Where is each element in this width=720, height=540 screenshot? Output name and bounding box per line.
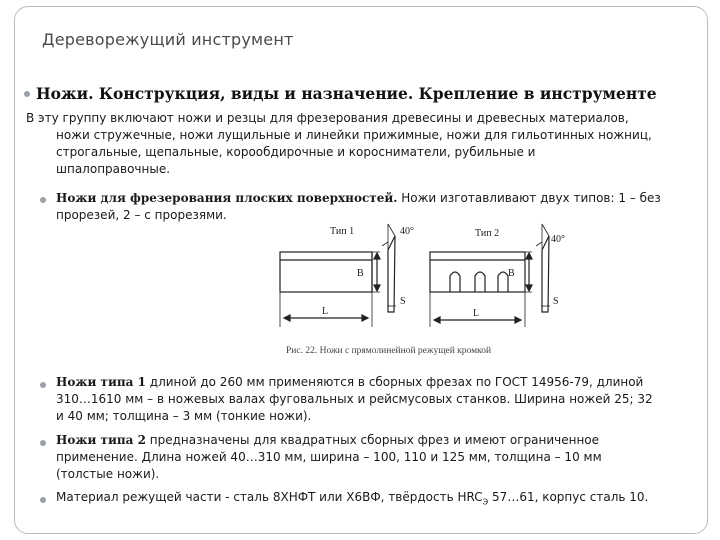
intro-line: шпалоправочные. (56, 162, 171, 176)
type2-angle-label: 40° (551, 234, 565, 245)
type1-angle-label: 40° (400, 226, 414, 237)
bullet-icon (24, 91, 30, 97)
paragraph-type2 (56, 432, 706, 483)
type1-dim-l: L (322, 306, 329, 317)
paragraph-text: Ножи изготавливают двух типов: 1 – без (397, 191, 661, 205)
intro-line: строгальные, щепальные, корообдирочные и коросниматели, рубильные и (56, 145, 536, 159)
bullet-icon (40, 382, 46, 388)
paragraph-flat-knives (56, 190, 706, 224)
paragraph-text: 57…61, корпус сталь 10. (488, 490, 649, 504)
paragraph-text: длиной до 260 мм применяются в сборных фрезах по ГОСТ 14956-79, длиной (145, 375, 644, 389)
paragraph-text: применение. Длина ножей 40…310 мм, ширина – 100, 110 и 125 мм, толщина – 10 мм (56, 450, 602, 464)
paragraph-type1 (56, 374, 706, 425)
type2-label: Тип 2 (475, 228, 500, 239)
paragraph-text: 310…1610 мм – в ножевых валах фуговальных и рейсмусовых станков. Ширина ножей 25; 32 (56, 392, 653, 406)
bullet-icon (40, 197, 46, 203)
paragraph-text: предназначены для квадратных сборных фрез и имеют ограниченное (145, 433, 600, 447)
intro-paragraph (26, 110, 706, 178)
figure-caption: Рис. 22. Ножи с прямолинейной режущей кромкой (286, 346, 492, 356)
bullet-icon (40, 440, 46, 446)
hardness-subscript: Э (482, 497, 489, 507)
paragraph-bold: Ножи типа 1 (56, 375, 146, 389)
type2-dim-b: B (508, 268, 515, 279)
type2-dim-l: L (473, 308, 480, 319)
slide-title: Дереворежущий инструмент (42, 30, 294, 49)
type2-dim-s: S (553, 296, 559, 307)
knife-diagram (270, 222, 570, 360)
type1-label: Тип 1 (330, 226, 355, 237)
bullet-icon (40, 497, 46, 503)
paragraph-material (56, 489, 706, 510)
paragraph-text: (толстые ножи). (56, 467, 160, 481)
type1-dim-s: S (400, 296, 406, 307)
paragraph-bold: Ножи типа 2 (56, 433, 146, 447)
type1-dim-b: B (357, 268, 364, 279)
intro-line: ножи стружечные, ножи лущильные и линейки прижимные, ножи для гильотинных ножниц, (56, 128, 652, 142)
intro-line: В эту группу включают ножи и резцы для фрезерования древесины и древесных материалов, (26, 111, 629, 125)
section-heading: Ножи. Конструкция, виды и назначение. Крепление в инструменте (36, 84, 657, 103)
paragraph-bold: Ножи для фрезерования плоских поверхностей. (56, 191, 398, 205)
paragraph-text: и 40 мм; толщина – 3 мм (тонкие ножи). (56, 409, 312, 423)
paragraph-text: Материал режущей части - сталь 8ХНФТ или Х6ВФ, твёрдость HRC (56, 490, 483, 504)
paragraph-text: прорезей, 2 – с прорезями. (56, 208, 227, 222)
